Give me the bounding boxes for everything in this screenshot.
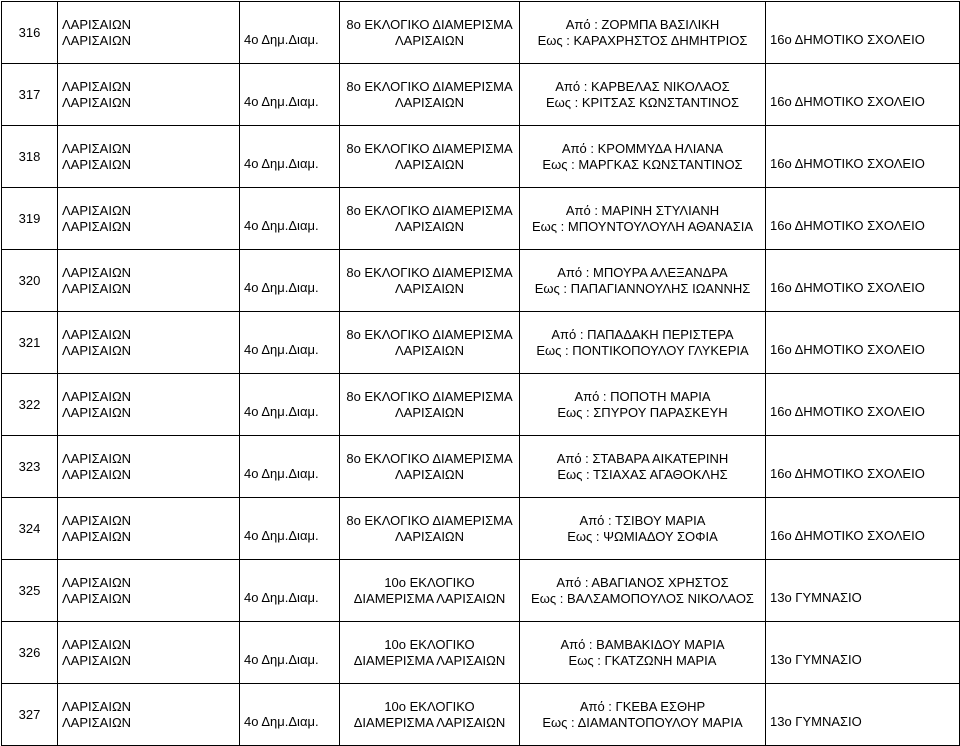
polling-place: 13ο ΓΥΜΝΑΣΙΟ (770, 589, 862, 605)
range-to: Εως : ΒΑΛΣΑΜΟΠΟΥΛΟΣ ΝΙΚΟΛΑΟΣ (531, 590, 754, 606)
electoral-district-line-1: 8ο ΕΚΛΟΓΙΚΟ ΔΙΑΜΕΡΙΣΜΑ (346, 326, 513, 342)
polling-place-cell (766, 188, 960, 250)
municipality-line-1: ΛΑΡΙΣΑΙΩΝ (62, 16, 132, 32)
station-number: 324 (18, 520, 41, 536)
surname-range-cell (520, 374, 766, 436)
polling-place: 16ο ΔΗΜΟΤΙΚΟ ΣΧΟΛΕΙΟ (770, 341, 925, 357)
municipal-unit-cell (240, 126, 340, 188)
station-number: 321 (18, 334, 41, 350)
electoral-district-line-1: 8ο ΕΚΛΟΓΙΚΟ ΔΙΑΜΕΡΙΣΜΑ (346, 140, 513, 156)
polling-place-cell (766, 2, 960, 64)
municipality-cell (58, 684, 240, 746)
municipal-unit-cell (240, 250, 340, 312)
electoral-district-cell (340, 684, 520, 746)
range-from: Από : ΠΟΠΟΤΗ ΜΑΡΙΑ (574, 388, 711, 404)
municipality-line-2: ΛΑΡΙΣΑΙΩΝ (62, 528, 132, 544)
municipality-line-2: ΛΑΡΙΣΑΙΩΝ (62, 652, 132, 668)
municipality-line-1: ΛΑΡΙΣΑΙΩΝ (62, 202, 132, 218)
polling-place-cell (766, 312, 960, 374)
municipal-unit-cell (240, 684, 340, 746)
station-number-cell (2, 312, 58, 374)
station-number-cell (2, 188, 58, 250)
table-body (2, 2, 960, 746)
municipality-line-2: ΛΑΡΙΣΑΙΩΝ (62, 156, 132, 172)
electoral-district-line-1: 10ο ΕΚΛΟΓΙΚΟ (384, 636, 475, 652)
municipality-line-1: ΛΑΡΙΣΑΙΩΝ (62, 140, 132, 156)
table-row (2, 64, 960, 126)
surname-range-cell (520, 436, 766, 498)
polling-place: 16ο ΔΗΜΟΤΙΚΟ ΣΧΟΛΕΙΟ (770, 279, 925, 295)
municipality-cell (58, 498, 240, 560)
station-number: 319 (18, 210, 41, 226)
surname-range-cell (520, 64, 766, 126)
surname-range-cell (520, 622, 766, 684)
range-from: Από : ΜΠΟΥΡΑ ΑΛΕΞΑΝΔΡΑ (557, 264, 728, 280)
municipality-line-1: ΛΑΡΙΣΑΙΩΝ (62, 450, 132, 466)
range-to: Εως : ΓΚΑΤΖΩΝΗ ΜΑΡΙΑ (568, 652, 717, 668)
municipality-cell (58, 188, 240, 250)
polling-place: 16ο ΔΗΜΟΤΙΚΟ ΣΧΟΛΕΙΟ (770, 403, 925, 419)
station-number-cell (2, 560, 58, 622)
municipality-line-1: ΛΑΡΙΣΑΙΩΝ (62, 326, 132, 342)
station-number: 325 (18, 582, 41, 598)
surname-range-cell (520, 250, 766, 312)
municipal-unit: 4ο Δημ.Διαμ. (244, 155, 319, 171)
municipal-unit-cell (240, 312, 340, 374)
range-from: Από : ΜΑΡΙΝΗ ΣΤΥΛΙΑΝΗ (565, 202, 720, 218)
range-from: Από : ΖΟΡΜΠΑ ΒΑΣΙΛΙΚΗ (565, 16, 720, 32)
electoral-district-cell (340, 622, 520, 684)
station-number: 320 (18, 272, 41, 288)
range-to: Εως : ΔΙΑΜΑΝΤΟΠΟΥΛΟΥ ΜΑΡΙΑ (542, 714, 743, 730)
station-number-cell (2, 498, 58, 560)
electoral-district-cell (340, 64, 520, 126)
station-number-cell (2, 64, 58, 126)
range-to: Εως : ΜΠΟΥΝΤΟΥΛΟΥΛΗ ΑΘΑΝΑΣΙΑ (531, 218, 754, 234)
range-to: Εως : ΚΡΙΤΣΑΣ ΚΩΝΣΤΑΝΤΙΝΟΣ (545, 94, 740, 110)
station-number-cell (2, 436, 58, 498)
range-from: Από : ΚΡΟΜΜΥΔΑ ΗΛΙΑΝΑ (561, 140, 724, 156)
electoral-district-line-2: ΔΙΑΜΕΡΙΣΜΑ ΛΑΡΙΣΑΙΩΝ (353, 652, 506, 668)
municipality-line-1: ΛΑΡΙΣΑΙΩΝ (62, 512, 132, 528)
municipality-cell (58, 374, 240, 436)
station-number-cell (2, 250, 58, 312)
station-number: 317 (18, 86, 41, 102)
municipal-unit: 4ο Δημ.Διαμ. (244, 279, 319, 295)
range-to: Εως : ΣΠΥΡΟΥ ΠΑΡΑΣΚΕΥΗ (557, 404, 728, 420)
municipal-unit: 4ο Δημ.Διαμ. (244, 93, 319, 109)
range-from: Από : ΠΑΠΑΔΑΚΗ ΠΕΡΙΣΤΕΡΑ (551, 326, 734, 342)
surname-range-cell (520, 498, 766, 560)
electoral-district-line-2: ΔΙΑΜΕΡΙΣΜΑ ΛΑΡΙΣΑΙΩΝ (353, 590, 506, 606)
range-to: Εως : ΠΑΠΑΓΙΑΝΝΟΥΛΗΣ ΙΩΑΝΝΗΣ (534, 280, 751, 296)
polling-place-cell (766, 622, 960, 684)
polling-place-cell (766, 498, 960, 560)
municipality-line-1: ΛΑΡΙΣΑΙΩΝ (62, 264, 132, 280)
surname-range-cell (520, 684, 766, 746)
electoral-district-line-2: ΛΑΡΙΣΑΙΩΝ (394, 94, 465, 110)
polling-place: 16ο ΔΗΜΟΤΙΚΟ ΣΧΟΛΕΙΟ (770, 217, 925, 233)
table-row (2, 250, 960, 312)
polling-place-cell (766, 64, 960, 126)
municipality-line-2: ΛΑΡΙΣΑΙΩΝ (62, 466, 132, 482)
table-row (2, 188, 960, 250)
electoral-district-line-2: ΔΙΑΜΕΡΙΣΜΑ ΛΑΡΙΣΑΙΩΝ (353, 714, 506, 730)
electoral-district-line-2: ΛΑΡΙΣΑΙΩΝ (394, 404, 465, 420)
municipality-line-1: ΛΑΡΙΣΑΙΩΝ (62, 388, 132, 404)
station-number: 322 (18, 396, 41, 412)
polling-stations-table (1, 1, 960, 746)
municipality-line-2: ΛΑΡΙΣΑΙΩΝ (62, 218, 132, 234)
surname-range-cell (520, 188, 766, 250)
polling-place-cell (766, 436, 960, 498)
table-row (2, 126, 960, 188)
electoral-district-cell (340, 188, 520, 250)
municipal-unit-cell (240, 436, 340, 498)
range-to: Εως : ΨΩΜΙΑΔΟΥ ΣΟΦΙΑ (567, 528, 718, 544)
station-number: 326 (18, 644, 41, 660)
polling-place-cell (766, 374, 960, 436)
range-to: Εως : ΜΑΡΓΚΑΣ ΚΩΝΣΤΑΝΤΙΝΟΣ (542, 156, 743, 172)
municipal-unit: 4ο Δημ.Διαμ. (244, 31, 319, 47)
electoral-district-line-1: 8ο ΕΚΛΟΓΙΚΟ ΔΙΑΜΕΡΙΣΜΑ (346, 78, 513, 94)
municipality-cell (58, 560, 240, 622)
polling-place: 16ο ΔΗΜΟΤΙΚΟ ΣΧΟΛΕΙΟ (770, 155, 925, 171)
municipal-unit-cell (240, 64, 340, 126)
electoral-district-line-1: 8ο ΕΚΛΟΓΙΚΟ ΔΙΑΜΕΡΙΣΜΑ (346, 450, 513, 466)
municipality-line-2: ΛΑΡΙΣΑΙΩΝ (62, 94, 132, 110)
electoral-district-line-1: 8ο ΕΚΛΟΓΙΚΟ ΔΙΑΜΕΡΙΣΜΑ (346, 512, 513, 528)
municipal-unit: 4ο Δημ.Διαμ. (244, 217, 319, 233)
municipality-line-2: ΛΑΡΙΣΑΙΩΝ (62, 404, 132, 420)
polling-place: 16ο ΔΗΜΟΤΙΚΟ ΣΧΟΛΕΙΟ (770, 93, 925, 109)
electoral-district-line-2: ΛΑΡΙΣΑΙΩΝ (394, 32, 465, 48)
municipal-unit: 4ο Δημ.Διαμ. (244, 651, 319, 667)
station-number: 316 (18, 24, 41, 40)
electoral-district-cell (340, 374, 520, 436)
municipality-line-2: ΛΑΡΙΣΑΙΩΝ (62, 280, 132, 296)
municipality-line-1: ΛΑΡΙΣΑΙΩΝ (62, 574, 132, 590)
range-to: Εως : ΠΟΝΤΙΚΟΠΟΥΛΟΥ ΓΛΥΚΕΡΙΑ (536, 342, 749, 358)
station-number: 318 (18, 148, 41, 164)
electoral-district-cell (340, 436, 520, 498)
table-row (2, 560, 960, 622)
table-row (2, 498, 960, 560)
range-to: Εως : ΤΣΙΑΧΑΣ ΑΓΑΘΟΚΛΗΣ (557, 466, 728, 482)
municipality-cell (58, 436, 240, 498)
station-number: 327 (18, 706, 41, 722)
table-row (2, 312, 960, 374)
municipal-unit: 4ο Δημ.Διαμ. (244, 589, 319, 605)
electoral-district-line-2: ΛΑΡΙΣΑΙΩΝ (394, 466, 465, 482)
station-number-cell (2, 126, 58, 188)
municipality-cell (58, 126, 240, 188)
surname-range-cell (520, 560, 766, 622)
electoral-district-line-1: 10ο ΕΚΛΟΓΙΚΟ (384, 574, 475, 590)
surname-range-cell (520, 126, 766, 188)
electoral-district-line-1: 8ο ΕΚΛΟΓΙΚΟ ΔΙΑΜΕΡΙΣΜΑ (346, 388, 513, 404)
polling-place: 13ο ΓΥΜΝΑΣΙΟ (770, 651, 862, 667)
table-row (2, 684, 960, 746)
electoral-district-line-1: 8ο ΕΚΛΟΓΙΚΟ ΔΙΑΜΕΡΙΣΜΑ (346, 16, 513, 32)
municipal-unit: 4ο Δημ.Διαμ. (244, 403, 319, 419)
municipality-line-2: ΛΑΡΙΣΑΙΩΝ (62, 714, 132, 730)
station-number-cell (2, 2, 58, 64)
range-from: Από : ΒΑΜΒΑΚΙΔΟΥ ΜΑΡΙΑ (560, 636, 725, 652)
electoral-district-cell (340, 498, 520, 560)
polling-place-cell (766, 560, 960, 622)
range-from: Από : ΣΤΑΒΑΡΑ ΑΙΚΑΤΕΡΙΝΗ (556, 450, 729, 466)
municipality-cell (58, 312, 240, 374)
municipal-unit: 4ο Δημ.Διαμ. (244, 341, 319, 357)
station-number-cell (2, 622, 58, 684)
municipality-cell (58, 622, 240, 684)
table-row (2, 436, 960, 498)
surname-range-cell (520, 312, 766, 374)
station-number: 323 (18, 458, 41, 474)
municipality-cell (58, 250, 240, 312)
electoral-district-cell (340, 250, 520, 312)
municipality-cell (58, 2, 240, 64)
electoral-district-line-2: ΛΑΡΙΣΑΙΩΝ (394, 218, 465, 234)
municipal-unit-cell (240, 622, 340, 684)
municipal-unit: 4ο Δημ.Διαμ. (244, 465, 319, 481)
electoral-district-line-1: 10ο ΕΚΛΟΓΙΚΟ (384, 698, 475, 714)
polling-place: 16ο ΔΗΜΟΤΙΚΟ ΣΧΟΛΕΙΟ (770, 465, 925, 481)
municipal-unit-cell (240, 188, 340, 250)
municipality-line-1: ΛΑΡΙΣΑΙΩΝ (62, 78, 132, 94)
polling-place: 16ο ΔΗΜΟΤΙΚΟ ΣΧΟΛΕΙΟ (770, 527, 925, 543)
municipality-line-1: ΛΑΡΙΣΑΙΩΝ (62, 636, 132, 652)
electoral-district-line-1: 8ο ΕΚΛΟΓΙΚΟ ΔΙΑΜΕΡΙΣΜΑ (346, 202, 513, 218)
municipality-line-1: ΛΑΡΙΣΑΙΩΝ (62, 698, 132, 714)
range-to: Εως : ΚΑΡΑΧΡΗΣΤΟΣ ΔΗΜΗΤΡΙΟΣ (537, 32, 748, 48)
municipality-line-2: ΛΑΡΙΣΑΙΩΝ (62, 342, 132, 358)
municipality-line-2: ΛΑΡΙΣΑΙΩΝ (62, 590, 132, 606)
electoral-district-cell (340, 560, 520, 622)
polling-place: 13ο ΓΥΜΝΑΣΙΟ (770, 713, 862, 729)
electoral-district-cell (340, 126, 520, 188)
range-from: Από : ΚΑΡΒΕΛΑΣ ΝΙΚΟΛΑΟΣ (555, 78, 730, 94)
electoral-district-cell (340, 2, 520, 64)
table-row (2, 2, 960, 64)
electoral-district-cell (340, 312, 520, 374)
polling-place-cell (766, 126, 960, 188)
table-row (2, 622, 960, 684)
station-number-cell (2, 374, 58, 436)
range-from: Από : ΑΒΑΓΙΑΝΟΣ ΧΡΗΣΤΟΣ (556, 574, 729, 590)
municipal-unit: 4ο Δημ.Διαμ. (244, 527, 319, 543)
municipality-cell (58, 64, 240, 126)
electoral-district-line-1: 8ο ΕΚΛΟΓΙΚΟ ΔΙΑΜΕΡΙΣΜΑ (346, 264, 513, 280)
municipal-unit-cell (240, 2, 340, 64)
electoral-district-line-2: ΛΑΡΙΣΑΙΩΝ (394, 528, 465, 544)
municipal-unit: 4ο Δημ.Διαμ. (244, 713, 319, 729)
polling-place-cell (766, 684, 960, 746)
municipal-unit-cell (240, 560, 340, 622)
polling-place-cell (766, 250, 960, 312)
municipal-unit-cell (240, 374, 340, 436)
electoral-district-line-2: ΛΑΡΙΣΑΙΩΝ (394, 342, 465, 358)
range-from: Από : ΓΚΕΒΑ ΕΣΘΗΡ (579, 698, 706, 714)
polling-place: 16ο ΔΗΜΟΤΙΚΟ ΣΧΟΛΕΙΟ (770, 31, 925, 47)
electoral-district-line-2: ΛΑΡΙΣΑΙΩΝ (394, 280, 465, 296)
surname-range-cell (520, 2, 766, 64)
municipality-line-2: ΛΑΡΙΣΑΙΩΝ (62, 32, 132, 48)
table-row (2, 374, 960, 436)
station-number-cell (2, 684, 58, 746)
electoral-district-line-2: ΛΑΡΙΣΑΙΩΝ (394, 156, 465, 172)
range-from: Από : ΤΣΙΒΟΥ ΜΑΡΙΑ (579, 512, 706, 528)
municipal-unit-cell (240, 498, 340, 560)
